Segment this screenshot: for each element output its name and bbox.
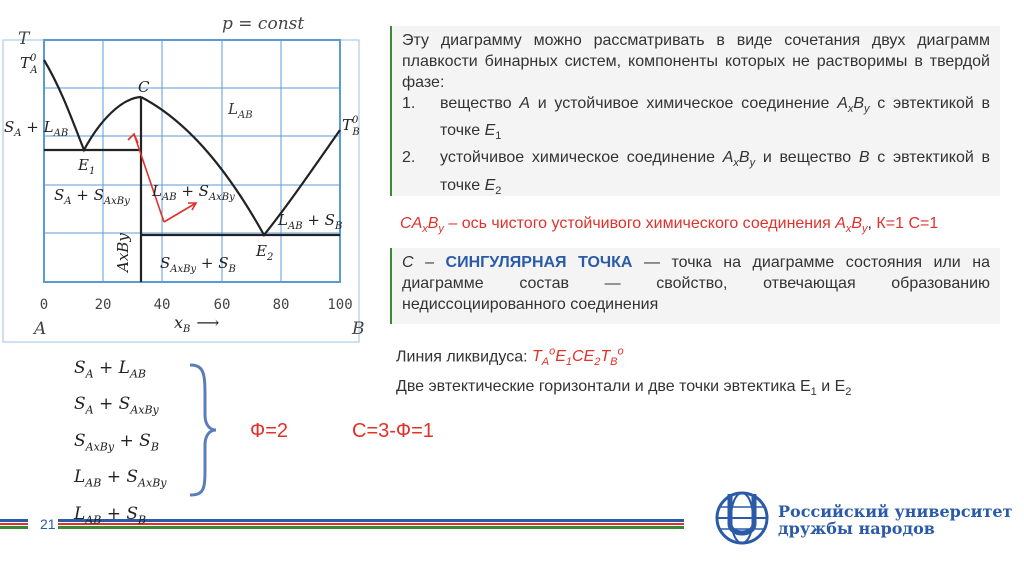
phase-item: $L_{AB} + S_B$: [74, 503, 147, 526]
intro-text: Эту диаграмму можно рассматривать в виде сочетания двух диаграмм плавкости бинарных систем, компоненты которых не растворимы в твердой фазе:: [402, 32, 990, 91]
university-line1: Российский университет: [778, 502, 1013, 521]
component-A: A: [34, 319, 47, 339]
text-block-combination: [390, 26, 1000, 196]
phase-list: [74, 353, 167, 535]
phase-item: $S_{AxBy} + S_B$: [74, 430, 159, 454]
university-line2: дружбы народов: [778, 519, 935, 538]
region-SA-LAB: $S_A + L_{AB}$: [4, 118, 69, 139]
region-LAB-SB: $L_{AB} + S_B$: [278, 211, 343, 232]
phase-item: $S_A + L_{AB}$: [74, 358, 146, 381]
y-axis-label: T: [18, 29, 30, 49]
liquidus-text: Линия ликвидуса: $T_A^oE_1CE_2T_B^o$: [396, 346, 624, 369]
x-tick: 60: [213, 297, 231, 313]
phase-item: $L_{AB} + S_{AxBy}$: [74, 467, 167, 490]
x-tick: 20: [94, 297, 112, 313]
x-tick: 40: [153, 297, 171, 313]
systems-list: [402, 93, 990, 202]
page-number: 21: [40, 516, 56, 532]
region-SA-SAxBy: $S_A + S_{AxBy}$: [54, 186, 130, 207]
compound-axis-text: $CA_xB_y$ – ось чистого устойчивого химического соединения $A_xB_y$, К=1 С=1: [400, 215, 939, 236]
region-LAB-SAxBy: $L_{AB} + S_{AxBy}$: [152, 182, 235, 203]
formula-c: С=3-Ф=1: [352, 420, 434, 442]
compound-axis-label: AxBy: [114, 233, 132, 272]
component-B: B: [352, 319, 365, 339]
university-logo: [717, 493, 767, 543]
x-tick: 0: [39, 297, 49, 313]
region-LAB: $L_{AB}$: [228, 100, 253, 121]
x-tick: 80: [272, 297, 290, 313]
region-SAxBy-SB: $S_{AxBy} + S_B$: [160, 254, 236, 275]
university-name: [778, 503, 1012, 537]
brace: [190, 365, 216, 495]
list-item: 2. устойчивое химическое соединение $A_xB_y$ и вещество B с эвтектикой в точке $E_2$: [402, 149, 991, 197]
x-tick-labels: [40, 297, 353, 313]
phase-item: $S_A + S_{AxBy}$: [74, 394, 159, 417]
point-TB: $T^0$ B: [342, 115, 360, 138]
point-E1: $E_1$: [78, 156, 96, 177]
x-axis-label: $x_B$ ⟶: [174, 313, 220, 335]
singular-point-text: С – СИНГУЛЯРНАЯ ТОЧКА — точка на диаграмме состояния или на диаграмме состав — свойство, отвечающая образованию недиссоциированного соединения: [390, 248, 1000, 324]
point-C: C: [138, 78, 150, 96]
point-E2: $E_2$: [256, 242, 274, 263]
point-TA: $T^0$ A: [20, 53, 38, 76]
x-tick: 100: [327, 297, 353, 313]
eutectic-text: Две эвтектические горизонтали и две точки эвтектика $Е_1$ и $Е_2$: [396, 378, 852, 399]
list-item: 1. вещество A и устойчивое химическое соединение $A_xB_y$ с эвтектикой в точке $E_1$: [402, 95, 991, 143]
formula-phi: Ф=2: [250, 420, 289, 442]
diagram-title: p = const: [222, 14, 305, 34]
